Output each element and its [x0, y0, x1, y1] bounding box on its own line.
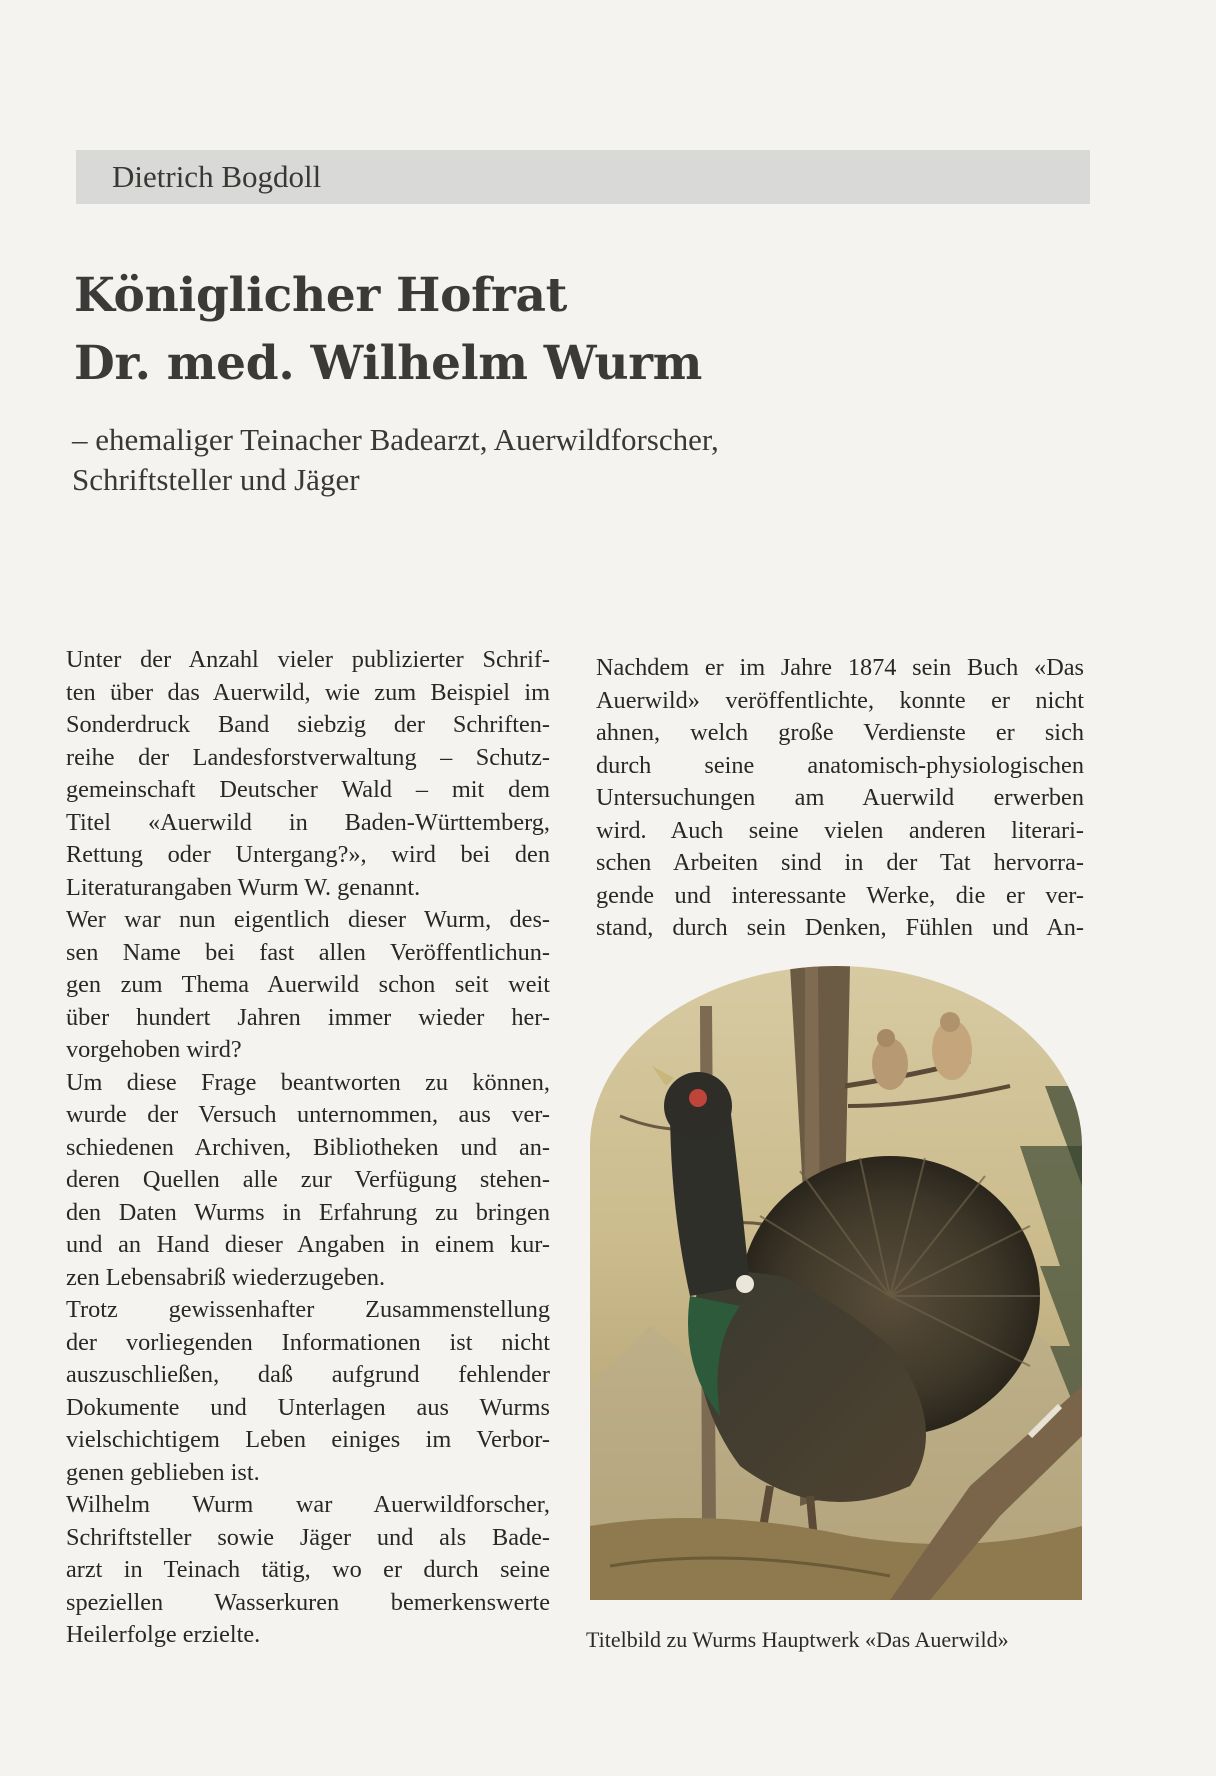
- text-line: Trotz gewissenhafter Zusammenstellung: [66, 1296, 550, 1323]
- text-line: Wilhelm Wurm war Auerwildforscher,: [66, 1491, 550, 1518]
- text-line: Dokumente und Unterlagen aus Wurms: [66, 1393, 550, 1421]
- text-line: reihe der Landesforstverwaltung – Schutz-: [66, 743, 550, 771]
- text-line: Heilerfolge erzielte.: [66, 1621, 261, 1648]
- text-line: gen zum Thema Auerwild schon seit weit: [66, 971, 550, 998]
- text-line: Wer war nun eigentlich dieser Wurm, des-: [66, 906, 550, 933]
- title-line-2: Dr. med. Wilhelm Wurm: [74, 336, 703, 391]
- text-line: Untersuchungen am Auerwild erwerben: [596, 784, 1084, 811]
- article-subtitle: [72, 420, 719, 500]
- capercaillie-illustration-icon: [590, 966, 1082, 1600]
- text-line: über hundert Jahren immer wieder her-: [66, 1003, 550, 1031]
- text-line: schiedenen Archiven, Bibliotheken und an-: [66, 1133, 550, 1161]
- text-line: genen geblieben ist.: [66, 1458, 260, 1486]
- left-text-column: [66, 644, 550, 1652]
- subtitle-line-2: Schriftsteller und Jäger: [72, 462, 360, 497]
- text-line: Literaturangaben Wurm W. genannt.: [66, 873, 421, 901]
- text-line: Um diese Frage beantworten zu können,: [66, 1068, 550, 1096]
- text-line: Schriftsteller sowie Jäger und als Bade-: [66, 1523, 550, 1551]
- subtitle-line-1: – ehemaliger Teinacher Badearzt, Auerwildforscher,: [72, 422, 719, 457]
- author-name: Dietrich Bogdoll: [112, 159, 322, 194]
- text-line: wird. Auch seine vielen anderen literari-: [596, 816, 1084, 844]
- capercaillie-illustration: [590, 966, 1082, 1600]
- author-header-bar: [76, 150, 1090, 204]
- text-line: ten über das Auerwild, wie zum Beispiel im: [66, 678, 550, 706]
- text-line: durch seine anatomisch-physiologischen: [596, 751, 1084, 779]
- text-line: der vorliegenden Informationen ist nicht: [66, 1328, 550, 1356]
- text-line: wurde der Versuch unternommen, aus ver-: [66, 1101, 550, 1128]
- text-line: den Daten Wurms in Erfahrung zu bringen: [66, 1198, 550, 1226]
- text-line: Rettung oder Untergang?», wird bei den: [66, 841, 550, 868]
- text-line: ahnen, welch große Verdienste er sich: [596, 719, 1084, 746]
- text-line: gemeinschaft Deutscher Wald – mit dem: [66, 776, 550, 803]
- text-line: deren Quellen alle zur Verfügung stehen-: [66, 1166, 550, 1193]
- text-line: gende und interessante Werke, die er ver-: [596, 881, 1084, 909]
- text-line: schen Arbeiten sind in der Tat hervorra-: [596, 849, 1084, 876]
- text-line: und an Hand dieser Angaben in einem kur-: [66, 1231, 550, 1258]
- article-title: [74, 262, 702, 398]
- text-line: vorgehoben wird?: [66, 1036, 242, 1063]
- text-line: Nachdem er im Jahre 1874 sein Buch «Das: [596, 654, 1084, 681]
- text-line: stand, durch sein Denken, Fühlen und An-: [596, 914, 1084, 941]
- title-line-1: Königlicher Hofrat: [74, 268, 568, 323]
- text-line: Sonderdruck Band siebzig der Schriften-: [66, 711, 550, 738]
- text-line: Unter der Anzahl vieler publizierter Schrif-: [66, 646, 550, 673]
- text-line: Titel «Auerwild in Baden-Württemberg,: [66, 808, 550, 836]
- text-line: arzt in Teinach tätig, wo er durch seine: [66, 1556, 550, 1583]
- right-text-column: [596, 652, 1084, 945]
- text-line: speziellen Wasserkuren bemerkenswerte: [66, 1588, 550, 1616]
- text-line: auszuschließen, daß aufgrund fehlender: [66, 1361, 550, 1388]
- text-line: vielschichtigem Leben einiges im Verbor-: [66, 1426, 550, 1453]
- figure-caption: Titelbild zu Wurms Hauptwerk «Das Auerwild»: [586, 1627, 1009, 1652]
- text-line: zen Lebensabriß wiederzugeben.: [66, 1263, 386, 1291]
- text-line: sen Name bei fast allen Veröffentlichun-: [66, 938, 550, 966]
- text-line: Auerwild» veröffentlichte, konnte er nicht: [596, 686, 1084, 714]
